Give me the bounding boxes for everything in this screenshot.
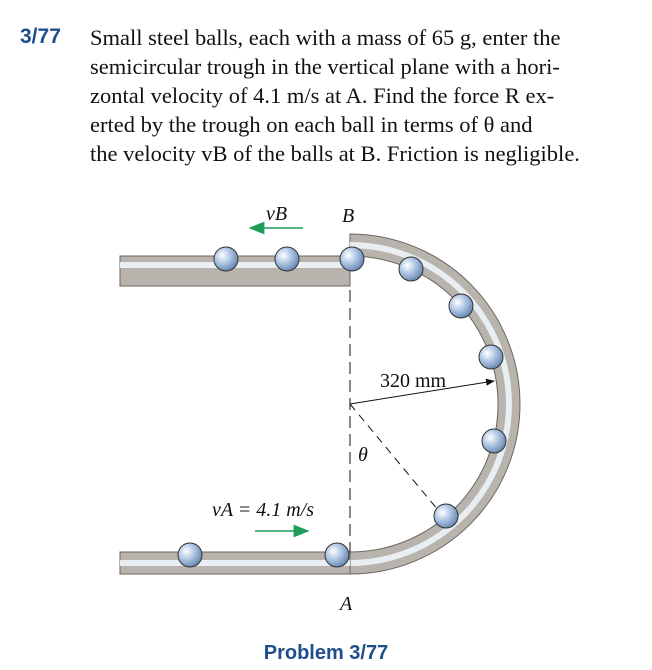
ball — [275, 247, 299, 271]
trough-groove — [350, 242, 512, 566]
problem-line: Small steel balls, each with a mass of 65 g, enter the — [90, 25, 561, 50]
problem-line: erted by the trough on each ball in terms of θ and — [90, 112, 533, 137]
ball — [434, 504, 458, 528]
B-label: B — [342, 205, 355, 227]
trough-figure — [0, 190, 652, 630]
ball — [399, 257, 423, 281]
ball — [479, 345, 503, 369]
ball — [449, 294, 473, 318]
ball — [178, 543, 202, 567]
ball — [482, 429, 506, 453]
ball — [325, 543, 349, 567]
theta-label: θ — [358, 444, 368, 466]
problem-number: 3/77 — [20, 25, 61, 48]
figure-caption: Problem 3/77 — [263, 642, 389, 664]
radius-label: 320 mm — [380, 370, 447, 392]
vA-label: vA = 4.1 m/s — [212, 499, 315, 521]
problem-line: zontal velocity of 4.1 m/s at A. Find the force R ex- — [90, 83, 555, 108]
problem-line: the velocity vB of the balls at B. Friction is negligible. — [90, 141, 580, 166]
ball — [340, 247, 364, 271]
trough-outer — [350, 234, 520, 574]
problem-statement — [90, 23, 635, 168]
ball — [214, 247, 238, 271]
vB-label: vB — [266, 203, 288, 225]
A-label: A — [340, 593, 353, 615]
problem-line: semicircular trough in the vertical plane with a hori- — [90, 54, 560, 79]
lower-track-groove — [120, 560, 350, 566]
